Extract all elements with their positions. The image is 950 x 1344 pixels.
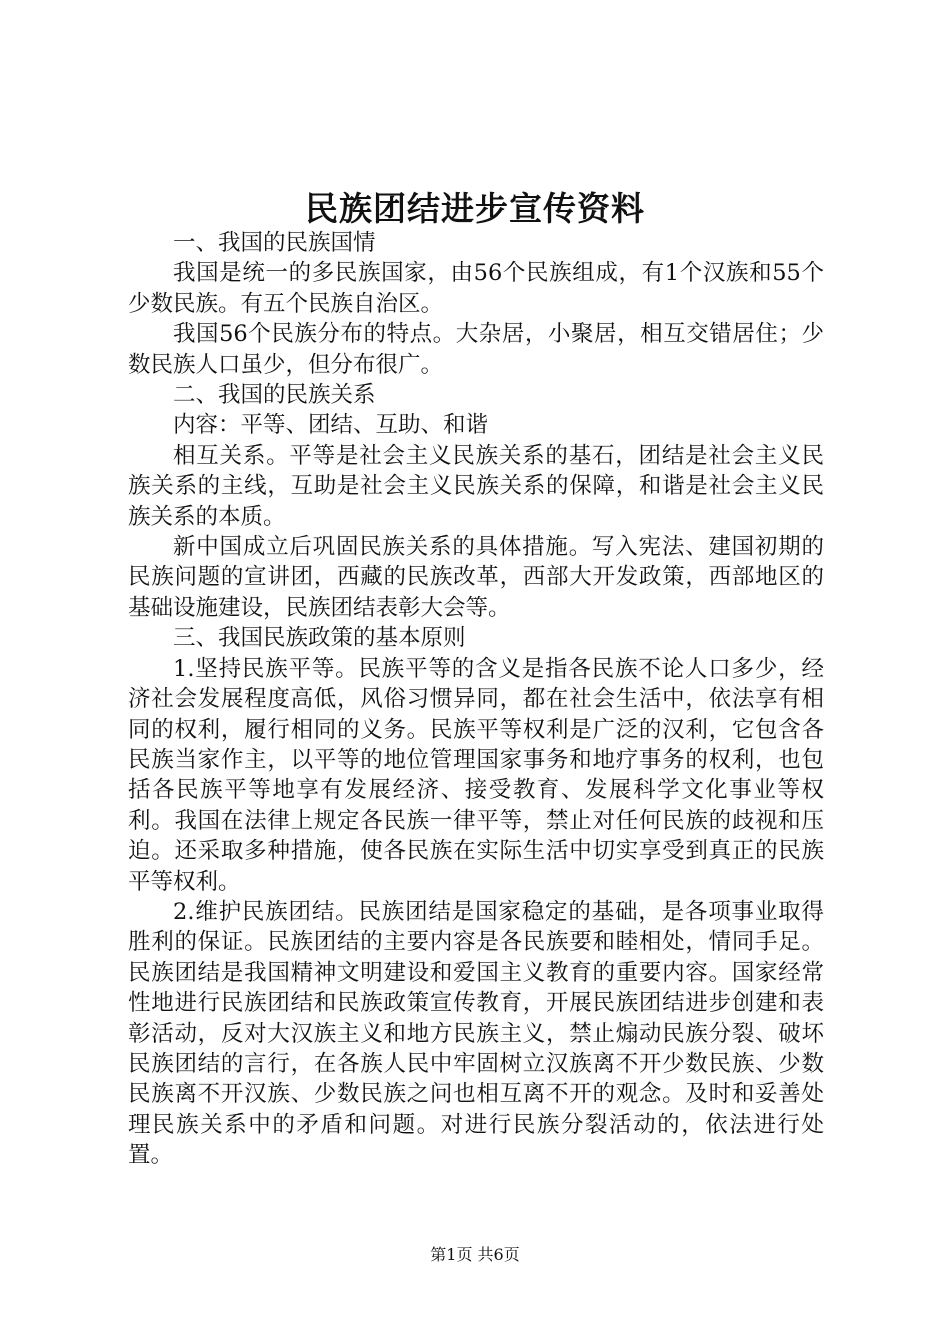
paragraph: 2.维护民族团结。民族团结是国家稳定的基础，是各项事业取得胜利的保证。民族团结的主要内容是各民族要和睦相处，情同手足。民族团结是我国精神文明建设和爱国主义教育的重要内容。国家经常性地进行民族团结和民族政策宣传教育，开展民族团结进步创建和表彰活动，反对大汉族主义和地方民族主义，禁止煽动民族分裂、破坏民族团结的言行，在各族人民中牢固树立汉族离不开少数民族、少数民族离不开汉族、少数民族之问也相互离不开的观念。及时和妥善处理民族关系中的矛盾和问题。对进行民族分裂活动的，依法进行处置。 <box>128 898 824 1169</box>
paragraph: 我国56个民族分布的特点。大杂居，小聚居，相互交错居住；少数民族人口虽少，但分布很广。 <box>128 321 824 378</box>
section-heading-1: 一、我国的民族国情 <box>173 230 376 256</box>
paragraph: 相互关系。平等是社会主义民族关系的基石，团结是社会主义民族关系的主线，互助是社会主义民族关系的保障，和谐是社会主义民族关系的本质。 <box>128 442 824 530</box>
section-heading-2: 二、我国的民族关系 <box>173 382 376 409</box>
paragraph: 新中国成立后巩固民族关系的具体措施。写入宪法、建国初期的民族问题的宣讲团，西藏的民族改革，西部大开发政策，西部地区的基础设施建设，民族团结表彰大会等。 <box>128 534 824 621</box>
document-title: 民族团结进步宣传资料 <box>305 189 645 228</box>
document-body <box>128 228 824 1171</box>
paragraph: 内容：平等、团结、互助、和谐 <box>173 412 489 439</box>
paragraph: 1.坚持民族平等。民族平等的含义是指各民族不论人口多少，经济社会发展程度高低，风俗习惯异同，都在社会生活中，依法享有相同的权利，履行相同的义务。民族平等权利是广泛的汉利，它包含各民族当家作主，以平等的地位管理国家事务和地疗事务的权利，也包括各民族平等地享有发展经济、接受教育、发展科学文化事业等权利。我国在法律上规定各民族一律平等，禁止对任何民族的歧视和压迫。还采取多种措施，使各民族在实际生活中切实享受到真正的民族平等权利。 <box>128 655 824 895</box>
section-heading-3: 三、我国民族政策的基本原则 <box>173 625 466 652</box>
paragraph: 我国是统一的多民族国家，由56个民族组成，有1个汉族和55个少数民族。有五个民族自治区。 <box>128 260 824 317</box>
page-number-footer: 第1页 共6页 <box>430 1245 520 1264</box>
